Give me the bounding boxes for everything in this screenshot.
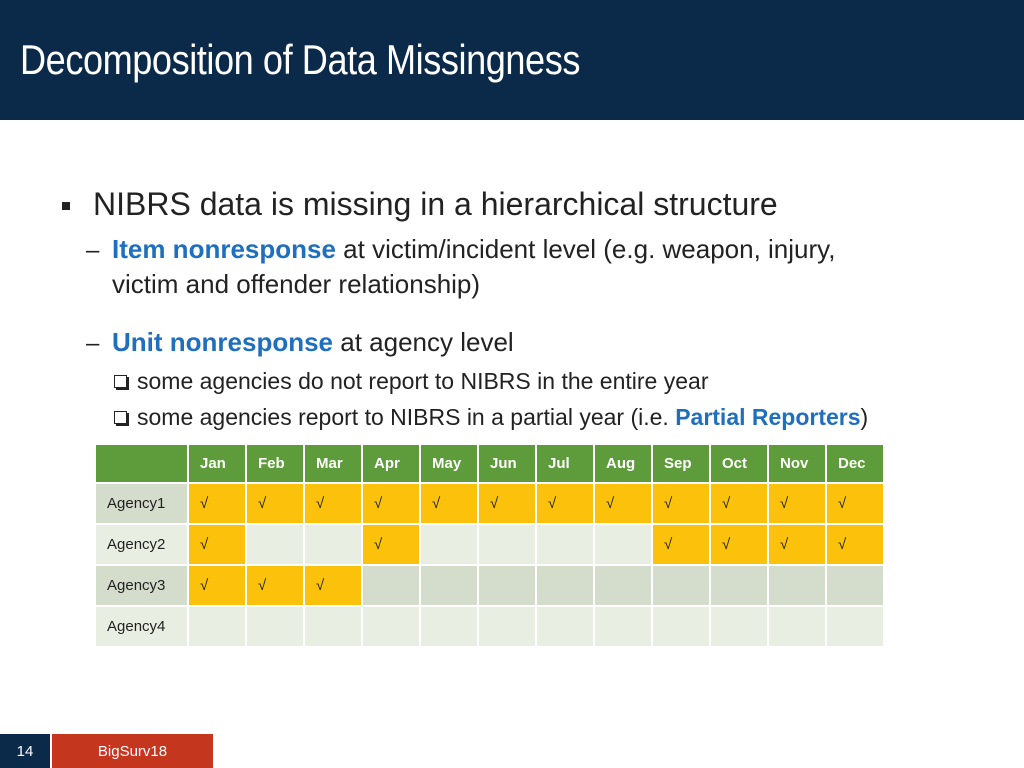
item-nonresponse-text-line2: victim and offender relationship) — [112, 269, 481, 299]
month-header-sep: Sep — [653, 445, 709, 482]
agency-label: Agency1 — [96, 484, 187, 523]
month-header-may: May — [421, 445, 477, 482]
not-reported-cell — [711, 566, 767, 605]
not-reported-cell — [653, 607, 709, 646]
monthly-reporting-table — [94, 443, 885, 648]
not-reported-cell — [305, 607, 361, 646]
reported-cell: √ — [479, 484, 535, 523]
month-header-feb: Feb — [247, 445, 303, 482]
not-reported-cell — [595, 525, 651, 564]
main-bullet-text: NIBRS data is missing in a hierarchical structure — [93, 186, 778, 222]
not-reported-cell — [479, 566, 535, 605]
reported-cell: √ — [305, 566, 361, 605]
not-reported-cell — [479, 525, 535, 564]
reported-cell: √ — [769, 484, 825, 523]
partial-reporters-term: Partial Reporters — [675, 404, 861, 430]
reported-cell: √ — [537, 484, 593, 523]
not-reported-cell — [363, 566, 419, 605]
not-reported-cell — [595, 607, 651, 646]
sub-bullet-full-year-text: some agencies do not report to NIBRS in the entire year — [137, 368, 709, 394]
item-nonresponse-bullet — [112, 232, 835, 302]
reported-cell: √ — [189, 484, 245, 523]
item-nonresponse-text: at victim/incident level (e.g. weapon, injury, — [335, 234, 836, 264]
slide-title: Decomposition of Data Missingness — [20, 36, 580, 83]
reported-cell: √ — [189, 566, 245, 605]
not-reported-cell — [189, 607, 245, 646]
reported-cell: √ — [711, 484, 767, 523]
not-reported-cell — [711, 607, 767, 646]
not-reported-cell — [247, 525, 303, 564]
month-header-oct: Oct — [711, 445, 767, 482]
table-row — [96, 607, 883, 646]
month-header-dec: Dec — [827, 445, 883, 482]
reported-cell: √ — [189, 525, 245, 564]
reported-cell: √ — [653, 525, 709, 564]
not-reported-cell — [421, 607, 477, 646]
checkbox-bullet-icon — [114, 375, 127, 388]
sub-bullet-partial-year-close: ) — [860, 404, 869, 430]
month-header-apr: Apr — [363, 445, 419, 482]
reported-cell: √ — [653, 484, 709, 523]
not-reported-cell — [537, 566, 593, 605]
agency-label: Agency3 — [96, 566, 187, 605]
item-nonresponse-term: Item nonresponse — [112, 234, 336, 264]
not-reported-cell — [421, 566, 477, 605]
reported-cell: √ — [363, 484, 419, 523]
table-row — [96, 566, 883, 605]
not-reported-cell — [537, 525, 593, 564]
reported-cell: √ — [827, 484, 883, 523]
month-header-aug: Aug — [595, 445, 651, 482]
not-reported-cell — [827, 607, 883, 646]
reported-cell: √ — [827, 525, 883, 564]
table-row — [96, 484, 883, 523]
reported-cell: √ — [595, 484, 651, 523]
not-reported-cell — [827, 566, 883, 605]
reported-cell: √ — [711, 525, 767, 564]
not-reported-cell — [769, 607, 825, 646]
not-reported-cell — [305, 525, 361, 564]
month-header-jan: Jan — [189, 445, 245, 482]
reported-cell: √ — [421, 484, 477, 523]
month-header-jul: Jul — [537, 445, 593, 482]
table-header-row — [96, 445, 883, 482]
not-reported-cell — [421, 525, 477, 564]
reported-cell: √ — [769, 525, 825, 564]
dash-bullet-icon: – — [86, 330, 100, 357]
unit-nonresponse-term: Unit nonresponse — [112, 327, 334, 357]
unit-nonresponse-bullet — [112, 325, 514, 360]
checkbox-bullet-icon — [114, 411, 127, 424]
not-reported-cell — [653, 566, 709, 605]
sub-bullet-partial-year-text: some agencies report to NIBRS in a partial year (i.e. — [137, 404, 676, 430]
month-header-nov: Nov — [769, 445, 825, 482]
footer-conference-label: BigSurv18 — [52, 734, 213, 768]
table-corner-cell — [96, 445, 187, 482]
agency-label: Agency2 — [96, 525, 187, 564]
square-bullet-icon — [62, 202, 70, 210]
agency-label: Agency4 — [96, 607, 187, 646]
month-header-mar: Mar — [305, 445, 361, 482]
not-reported-cell — [479, 607, 535, 646]
reported-cell: √ — [247, 566, 303, 605]
slide-number: 14 — [0, 734, 50, 768]
reported-cell: √ — [247, 484, 303, 523]
dash-bullet-icon: – — [86, 237, 100, 264]
month-header-jun: Jun — [479, 445, 535, 482]
reported-cell: √ — [363, 525, 419, 564]
not-reported-cell — [769, 566, 825, 605]
title-bar — [0, 0, 1024, 120]
not-reported-cell — [537, 607, 593, 646]
sub-bullet-partial-year — [114, 404, 868, 431]
table-row — [96, 525, 883, 564]
reported-cell: √ — [305, 484, 361, 523]
not-reported-cell — [595, 566, 651, 605]
table-body — [96, 484, 883, 646]
not-reported-cell — [363, 607, 419, 646]
sub-bullet-full-year — [114, 368, 708, 395]
not-reported-cell — [247, 607, 303, 646]
unit-nonresponse-text: at agency level — [333, 327, 514, 357]
